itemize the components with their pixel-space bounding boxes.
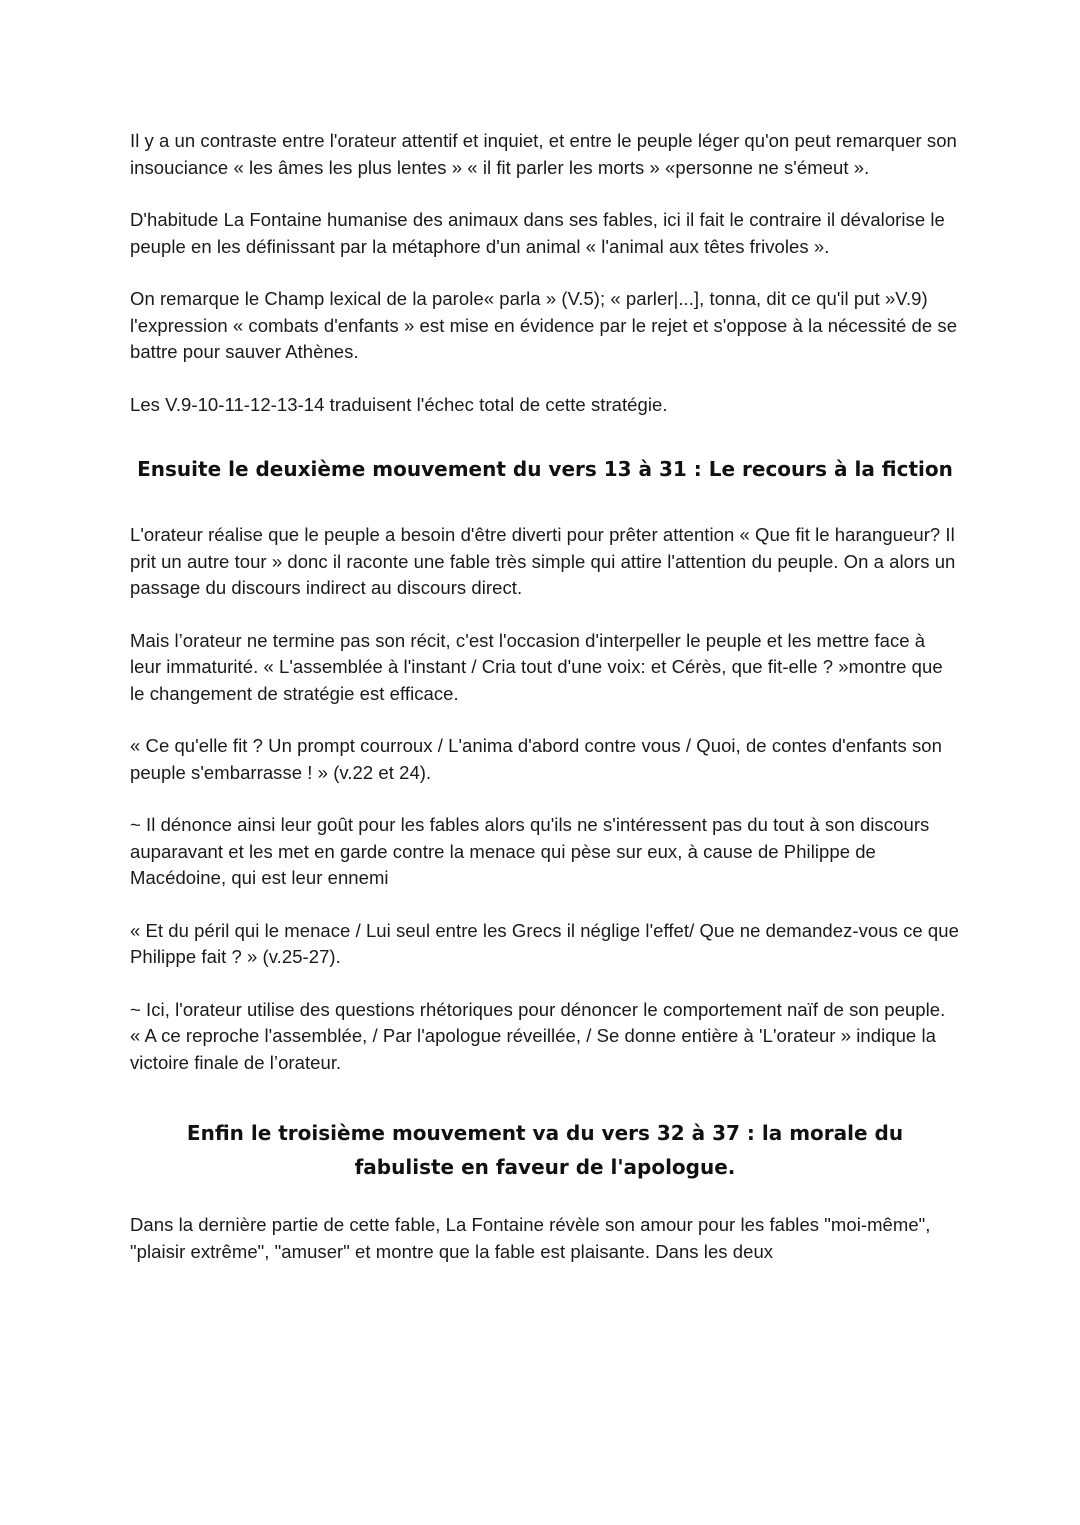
paragraph: D'habitude La Fontaine humanise des animaux dans ses fables, ici il fait le contraire il dévalorise le peuple en les définissant par la métaphore d'un animal « l'animal aux têtes frivoles ». (130, 209, 945, 257)
paragraph: L'orateur réalise que le peuple a besoin d'être diverti pour prêter attention « Que fit le harangueur? Il prit un autre tour » donc il raconte une fable très simple qui attire l'attention du peuple. On a alors un passage du discours indirect au discours direct. (130, 524, 956, 598)
paragraph: Les V.9-10-11-12-13-14 traduisent l'échec total de cette stratégie. (130, 393, 668, 415)
paragraph: On remarque le Champ lexical de la parole« parla » (V.5); « parler|...], tonna, dit ce qu'il put »V.9) l'expression « combats d'enfants » est mise en évidence par le rejet et s'oppose à la nécessité de se battre pour sauver Athènes. (130, 288, 958, 362)
paragraph: Dans la dernière partie de cette fable, La Fontaine révèle son amour pour les fables "moi-même", "plaisir extrême", "amuser" et montre que la fable est plaisante. Dans les deux (130, 1214, 931, 1262)
paragraph: « Et du péril qui le menace / Lui seul entre les Grecs il néglige l'effet/ Que ne demandez-vous ce que Philippe fait ? » (v.25-27). (130, 919, 959, 967)
section-heading-second-movement: Ensuite le deuxième mouvement du vers 13 à 31 : Le recours à la fiction (137, 457, 953, 481)
paragraph: « Ce qu'elle fit ? Un prompt courroux / L'anima d'abord contre vous / Quoi, de contes d'enfants son peuple s'embarrasse ! » (v.22 et 24). (130, 735, 942, 783)
paragraph: Mais l’orateur ne termine pas son récit, c'est l'occasion d'interpeller le peuple et les mettre face à leur immaturité. « L'assemblée à l'instant / Cria tout d'une voix: et Cérès, que fit-elle ? »montre que le changement de stratégie est efficace. (130, 629, 943, 704)
paragraph: ~ Il dénonce ainsi leur goût pour les fables alors qu'ils ne s'intéressent pas du tout à son discours auparavant et les met en garde contre la menace qui pèse sur eux, à cause de Philippe de Macédoine, qui est leur ennemi (130, 814, 930, 888)
paragraph: Il y a un contraste entre l'orateur attentif et inquiet, et entre le peuple léger qu'on peut remarquer son insouciance « les âmes les plus lentes » « il fit parler les morts » «personne ne s'émeut ». (130, 130, 957, 178)
paragraph: ~ Ici, l'orateur utilise des questions rhétoriques pour dénoncer le comportement naïf de son peuple. « A ce reproche l'assemblée, / Par l'apologue réveillée, / Se donne entière à 'L'orateur » indique la victoire finale de l’orateur. (130, 998, 946, 1073)
document-page (130, 128, 960, 1291)
section-heading-third-movement: Enfin le troisième mouvement va du vers 32 à 37 : la morale du fabuliste en faveur de l'apologue. (186, 1121, 904, 1179)
